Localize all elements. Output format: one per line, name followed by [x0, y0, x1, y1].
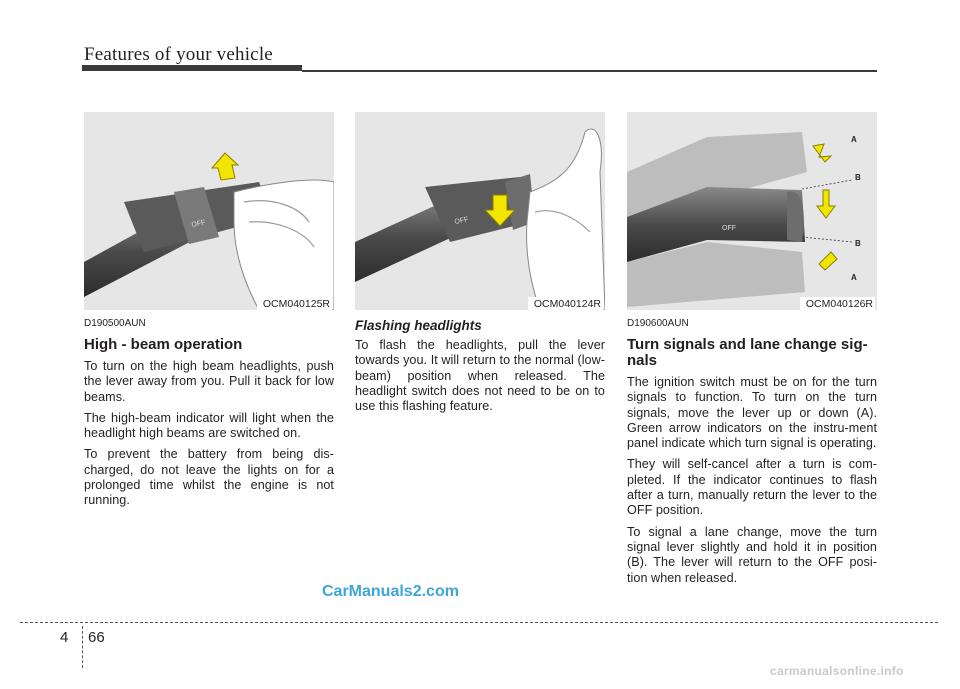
figure-code: OCM040125R	[257, 297, 332, 310]
page-header-title: Features of your vehicle	[84, 44, 273, 65]
paragraph: They will self-cancel after a turn is com-pleted. If the indicator continues to flash after a turn, manually return the lever to the OFF position.	[627, 457, 877, 518]
column-flashing	[355, 318, 605, 420]
header-rule-thick	[82, 65, 302, 71]
paragraph: To turn on the high beam headlights, push the lever away from you. Pull it back for low beams.	[84, 359, 334, 404]
lever-off-label: OFF	[722, 225, 736, 232]
high-beam-lever-illustration	[84, 112, 334, 310]
paragraph: The ignition switch must be on for the turn signals to function. To turn on the turn signals, move the lever up or down (A). Green arrow indicators on the instru-ment panel indicate which turn signal is operating.	[627, 375, 877, 451]
paragraph: To flash the headlights, pull the lever towards you. It will return to the normal (low-beam) position when released. The headlight switch does not need to be on to use this flashing feature.	[355, 338, 605, 414]
hand-icon	[234, 180, 334, 310]
paragraph: The high-beam indicator will light when the headlight high beams are switched on.	[84, 410, 334, 441]
column-high-beam	[84, 318, 334, 515]
callout-a-bottom: A	[851, 273, 857, 282]
lever-off-label: OFF	[453, 216, 470, 226]
figure-code: OCM040124R	[528, 297, 603, 310]
footer-brand: carmanualsonline.info	[770, 664, 904, 678]
signal-up-arrow-icon	[813, 144, 831, 162]
page-number: 66	[88, 629, 105, 646]
turn-signal-lever-illustration	[627, 112, 877, 310]
section-heading: Turn signals and lane change sig-nals	[627, 336, 868, 369]
callout-a-top: A	[851, 135, 857, 144]
footer-vertical-divider	[82, 626, 83, 668]
footer-divider	[20, 622, 938, 623]
paragraph: To prevent the battery from being dis-charged, do not leave the lights on for a prolonged time whilst the engine is not running.	[84, 447, 334, 508]
callout-b-bottom: B	[855, 239, 861, 248]
column-turn-signals	[627, 318, 877, 592]
lane-change-arrow-icon	[817, 190, 835, 218]
figure-high-beam	[84, 112, 334, 310]
figure-flashing	[355, 112, 605, 310]
chapter-number: 4	[60, 629, 69, 646]
section-heading: High - beam operation	[84, 336, 243, 353]
signal-down-arrow-icon	[819, 252, 837, 270]
figure-turn-signals	[627, 112, 877, 310]
section-code-id: D190600AUN	[627, 318, 689, 329]
section-code-id: D190500AUN	[84, 318, 146, 329]
watermark-link[interactable]: CarManuals2.com	[322, 583, 459, 600]
paragraph: To signal a lane change, move the turn signal lever slightly and hold it in position (B). The lever will return to the OFF posi-tion when released.	[627, 524, 877, 585]
push-away-arrow-icon	[212, 153, 238, 180]
flashing-lever-illustration	[355, 112, 605, 310]
header-rule-thin	[302, 70, 877, 72]
lever-off-label: OFF	[190, 219, 207, 229]
hand-icon	[527, 129, 605, 310]
figure-code: OCM040126R	[800, 297, 875, 310]
section-subheading: Flashing headlights	[355, 318, 482, 333]
callout-b-top: B	[855, 173, 861, 182]
